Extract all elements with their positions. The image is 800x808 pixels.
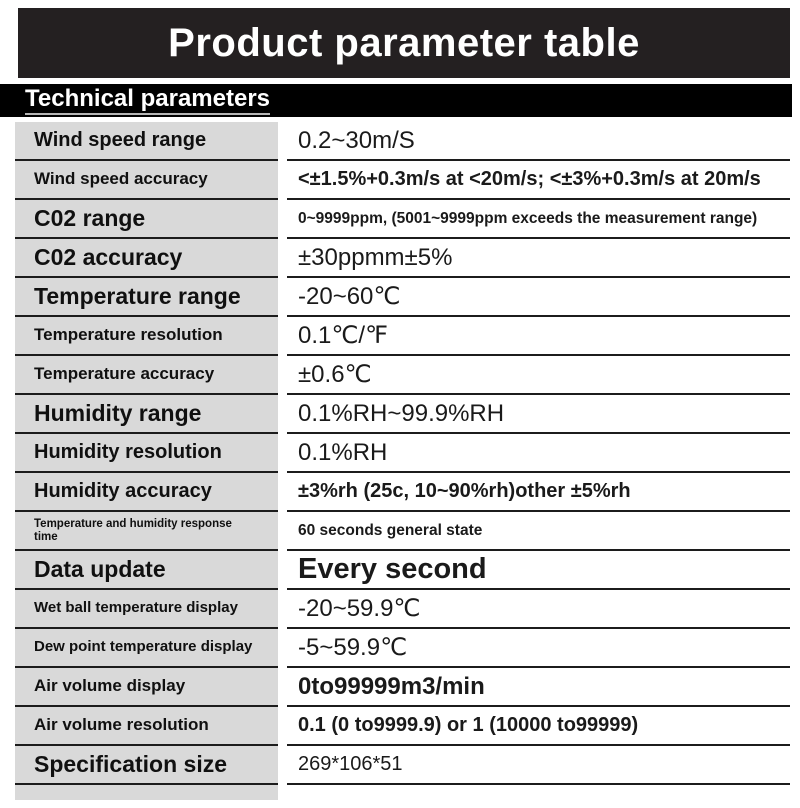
- param-label: Wind speed accuracy: [15, 161, 278, 200]
- param-label: C02 accuracy: [15, 239, 278, 278]
- column-gap: [278, 668, 287, 707]
- table-row: [15, 161, 790, 200]
- table-row: [15, 473, 790, 512]
- table-row-cutoff: [15, 785, 790, 800]
- table-row: [15, 590, 790, 629]
- table-row: [15, 746, 790, 785]
- table-row: [15, 239, 790, 278]
- table-row: [15, 317, 790, 356]
- column-gap: [278, 200, 287, 239]
- table-row: [15, 122, 790, 161]
- param-label: Data update: [15, 551, 278, 590]
- param-label: Humidity range: [15, 395, 278, 434]
- table-row: [15, 551, 790, 590]
- param-value: 0.1℃/℉: [287, 317, 790, 356]
- section-header-bar: [0, 84, 792, 117]
- param-label: Humidity resolution: [15, 434, 278, 473]
- column-gap: [278, 434, 287, 473]
- param-label: Temperature accuracy: [15, 356, 278, 395]
- table-row: [15, 278, 790, 317]
- section-heading: Technical parameters: [25, 86, 270, 114]
- page-title: Product parameter table: [168, 20, 640, 65]
- param-label: Dew point temperature display: [15, 629, 278, 668]
- column-gap: [278, 473, 287, 512]
- table-row: [15, 200, 790, 239]
- parameters-table: [15, 122, 790, 800]
- table-row: [15, 434, 790, 473]
- param-value: 0.2~30m/S: [287, 122, 790, 161]
- param-value: 60 seconds general state: [287, 512, 790, 551]
- table-row: [15, 668, 790, 707]
- column-gap: [278, 707, 287, 746]
- param-label: Wet ball temperature display: [15, 590, 278, 629]
- page-title-bar: [18, 8, 790, 78]
- param-value: 0.1 (0 to9999.9) or 1 (10000 to99999): [287, 707, 790, 746]
- param-value: <±1.5%+0.3m/s at <20m/s; <±3%+0.3m/s at 20m/s: [287, 161, 790, 200]
- param-value: Every second: [287, 551, 790, 590]
- param-value: 0.1%RH~99.9%RH: [287, 395, 790, 434]
- param-value: ±30ppmm±5%: [287, 239, 790, 278]
- param-label: Temperature and humidity response time: [15, 512, 278, 551]
- column-gap: [278, 356, 287, 395]
- param-label: Temperature range: [15, 278, 278, 317]
- param-label: Air volume resolution: [15, 707, 278, 746]
- column-gap: [278, 512, 287, 551]
- param-value: 0.1%RH: [287, 434, 790, 473]
- table-row: [15, 512, 790, 551]
- param-label: Wind speed range: [15, 122, 278, 161]
- param-label: Humidity accuracy: [15, 473, 278, 512]
- column-gap: [278, 395, 287, 434]
- param-label: Temperature resolution: [15, 317, 278, 356]
- param-value: ±3%rh (25c, 10~90%rh)other ±5%rh: [287, 473, 790, 512]
- param-value: 0~9999ppm, (5001~9999ppm exceeds the measurement range): [287, 200, 790, 239]
- param-value: 269*106*51: [287, 746, 790, 785]
- column-gap: [278, 590, 287, 629]
- table-row: [15, 356, 790, 395]
- param-label: C02 range: [15, 200, 278, 239]
- param-value: -20~60℃: [287, 278, 790, 317]
- param-label: Air volume display: [15, 668, 278, 707]
- table-row: [15, 707, 790, 746]
- column-gap: [278, 161, 287, 200]
- column-gap: [278, 239, 287, 278]
- table-row: [15, 395, 790, 434]
- param-value: ±0.6℃: [287, 356, 790, 395]
- column-gap: [278, 551, 287, 590]
- param-value: 0to99999m3/min: [287, 668, 790, 707]
- param-label: Specification size: [15, 746, 278, 785]
- column-gap: [278, 746, 287, 785]
- param-value: -5~59.9℃: [287, 629, 790, 668]
- column-gap: [278, 122, 287, 161]
- column-gap: [278, 278, 287, 317]
- param-value: -20~59.9℃: [287, 590, 790, 629]
- column-gap: [278, 629, 287, 668]
- param-label-cutoff: [15, 785, 278, 800]
- column-gap: [278, 317, 287, 356]
- table-row: [15, 629, 790, 668]
